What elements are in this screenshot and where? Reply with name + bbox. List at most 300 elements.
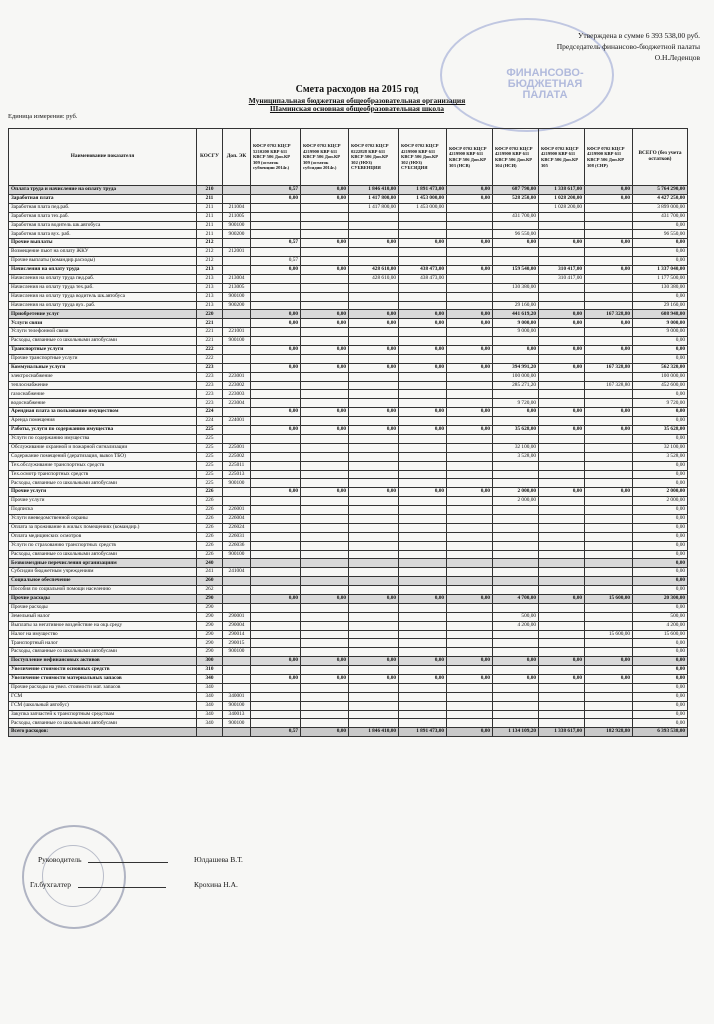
- cell-c4: [399, 577, 447, 586]
- cell-c1: [251, 479, 301, 488]
- table-row: [9, 497, 688, 506]
- cell-c2: [301, 230, 349, 239]
- cell-total: 0,00: [633, 514, 688, 523]
- cell-ek: 900100: [223, 550, 251, 559]
- cell-c5: 0,00: [447, 346, 493, 355]
- accountant-name: Крохина Н.А.: [194, 880, 238, 889]
- cell-name: Налог на имущество: [9, 630, 197, 639]
- table-row: [9, 479, 688, 488]
- cell-c2: 0,00: [301, 239, 349, 248]
- cell-c2: [301, 434, 349, 443]
- cell-c3: [349, 417, 399, 426]
- cell-c1: [251, 230, 301, 239]
- cell-total: 0,00: [633, 461, 688, 470]
- cell-c5: 0,00: [447, 594, 493, 603]
- cell-c5: [447, 221, 493, 230]
- head-sign-line: [88, 862, 168, 863]
- cell-c1: [251, 470, 301, 479]
- cell-ek: 290001: [223, 612, 251, 621]
- cell-c3: [349, 354, 399, 363]
- cell-total: 0,00: [633, 568, 688, 577]
- cell-c6: 29 160,00: [493, 301, 539, 310]
- cell-c3: 0,00: [349, 310, 399, 319]
- cell-name: Увеличение стоимости основных средств: [9, 666, 197, 675]
- cell-c5: [447, 550, 493, 559]
- table-row: [9, 577, 688, 586]
- cell-c8: [585, 292, 633, 301]
- cell-c6: [493, 390, 539, 399]
- cell-total: 500,00: [633, 612, 688, 621]
- cell-c2: [301, 292, 349, 301]
- cell-ek: 225002: [223, 452, 251, 461]
- cell-c1: [251, 577, 301, 586]
- cell-c5: [447, 301, 493, 310]
- cell-total: 4 200,00: [633, 621, 688, 630]
- cell-c3: [349, 506, 399, 515]
- cell-c8: [585, 337, 633, 346]
- cell-c8: 0,00: [585, 346, 633, 355]
- cell-c5: [447, 648, 493, 657]
- cell-c8: 0,00: [585, 657, 633, 666]
- cell-c5: [447, 461, 493, 470]
- cell-c8: [585, 577, 633, 586]
- cell-ek: [223, 603, 251, 612]
- cell-c8: 0,00: [585, 319, 633, 328]
- cell-total: 2 000,00: [633, 488, 688, 497]
- org-type: Муниципальная бюджетная общеобразовательная организация: [248, 96, 466, 105]
- cell-c5: [447, 417, 493, 426]
- cell-ek: [223, 257, 251, 266]
- cell-ek: [223, 434, 251, 443]
- cell-c8: 167 328,80: [585, 363, 633, 372]
- cell-c3: [349, 301, 399, 310]
- cell-c3: [349, 230, 399, 239]
- table-row: [9, 666, 688, 675]
- cell-c6: [493, 586, 539, 595]
- cell-c4: [399, 381, 447, 390]
- cell-c7: 1 338 617,00: [539, 728, 585, 737]
- cell-total: 0,00: [633, 337, 688, 346]
- cell-kosgu: 310: [197, 666, 223, 675]
- cell-c1: [251, 701, 301, 710]
- cell-ek: [223, 310, 251, 319]
- cell-c7: [539, 292, 585, 301]
- cell-name: Всего расходов:: [9, 728, 197, 737]
- cell-c3: [349, 577, 399, 586]
- cell-c2: [301, 666, 349, 675]
- cell-c4: 0,00: [399, 310, 447, 319]
- cell-c1: 0,00: [251, 594, 301, 603]
- cell-c4: [399, 390, 447, 399]
- approval-position: Председатель финансово-бюджетной палаты: [556, 42, 700, 51]
- cell-kosgu: 212: [197, 239, 223, 248]
- cell-name: Обслуживание охранной и пожарной сигнализации: [9, 443, 197, 452]
- cell-c4: [399, 497, 447, 506]
- cell-c4: [399, 701, 447, 710]
- cell-c2: 0,00: [301, 310, 349, 319]
- cell-c7: 0,00: [539, 310, 585, 319]
- cell-kosgu: 226: [197, 541, 223, 550]
- cell-c1: [251, 514, 301, 523]
- cell-c5: 0,00: [447, 310, 493, 319]
- org-name: Шаминская основная общеобразовательная школа: [269, 104, 445, 113]
- cell-c4: [399, 283, 447, 292]
- cell-kosgu: 225: [197, 479, 223, 488]
- table-row: [9, 710, 688, 719]
- cell-ek: [223, 266, 251, 275]
- table-row: [9, 532, 688, 541]
- cell-c6: [493, 550, 539, 559]
- cell-c4: [399, 523, 447, 532]
- cell-c3: [349, 461, 399, 470]
- cell-c7: 0,00: [539, 408, 585, 417]
- table-row: [9, 381, 688, 390]
- budget-table: [8, 128, 688, 737]
- cell-c3: [349, 390, 399, 399]
- cell-c2: 0,00: [301, 674, 349, 683]
- cell-ek: [223, 426, 251, 435]
- cell-c8: 0,00: [585, 408, 633, 417]
- cell-name: Прочие расходы на увел. стоимости мат. запасов: [9, 683, 197, 692]
- table-row: [9, 568, 688, 577]
- cell-kosgu: 225: [197, 443, 223, 452]
- cell-c8: 0,00: [585, 266, 633, 275]
- cell-total: 608 948,00: [633, 310, 688, 319]
- cell-name: Прочие выплаты (командир.расходы): [9, 257, 197, 266]
- cell-c4: [399, 417, 447, 426]
- cell-c7: [539, 612, 585, 621]
- cell-kosgu: 210: [197, 186, 223, 195]
- cell-c4: 0,00: [399, 346, 447, 355]
- cell-kosgu: 240: [197, 559, 223, 568]
- cell-c1: [251, 283, 301, 292]
- accountant-sign-line: [78, 887, 166, 888]
- cell-ek: 221001: [223, 328, 251, 337]
- header-c8: КФСР 0702 КЦСР 4219900 КВР 611 КВСР 506 Доп.КР 308 (СНР): [585, 129, 633, 186]
- cell-c7: 0,00: [539, 674, 585, 683]
- table-row: [9, 692, 688, 701]
- cell-ek: [223, 408, 251, 417]
- cell-ek: 211005: [223, 212, 251, 221]
- cell-c6: 687 790,00: [493, 186, 539, 195]
- cell-kosgu: 213: [197, 266, 223, 275]
- table-row: [9, 310, 688, 319]
- cell-name: Безвозмездные перечисления организациям: [9, 559, 197, 568]
- table-row: [9, 212, 688, 221]
- cell-c5: [447, 381, 493, 390]
- cell-total: 0,00: [633, 603, 688, 612]
- cell-c4: [399, 630, 447, 639]
- cell-name: Расходы, связанные со школьными автобусами: [9, 648, 197, 657]
- cell-c7: [539, 648, 585, 657]
- cell-name: Арендная плата за пользование имуществом: [9, 408, 197, 417]
- cell-c6: 159 540,00: [493, 266, 539, 275]
- header-c6: КФСР 0702 КЦСР 4219900 КВР 611 КВСР 506 Доп.КР 304 (НСИ): [493, 129, 539, 186]
- cell-c7: [539, 337, 585, 346]
- cell-c3: 428 610,00: [349, 266, 399, 275]
- cell-c3: 0,00: [349, 426, 399, 435]
- cell-c4: [399, 479, 447, 488]
- cell-ek: 213005: [223, 283, 251, 292]
- cell-c5: [447, 541, 493, 550]
- cell-total: 29 160,00: [633, 301, 688, 310]
- cell-name: Субсидии бюджетным учреждениям: [9, 568, 197, 577]
- cell-c5: [447, 719, 493, 728]
- cell-c1: 0,00: [251, 194, 301, 203]
- cell-c6: [493, 630, 539, 639]
- cell-ek: 900100: [223, 221, 251, 230]
- table-row: [9, 728, 688, 737]
- cell-c1: [251, 212, 301, 221]
- cell-total: 0,00: [633, 550, 688, 559]
- cell-c5: 0,00: [447, 194, 493, 203]
- table-row: [9, 203, 688, 212]
- cell-kosgu: 221: [197, 328, 223, 337]
- cell-ek: [223, 354, 251, 363]
- cell-c5: [447, 577, 493, 586]
- cell-c6: 0,00: [493, 674, 539, 683]
- table-body: [9, 186, 688, 737]
- cell-c3: [349, 550, 399, 559]
- cell-c7: [539, 328, 585, 337]
- cell-name: Расходы, связанные со школьными автобусами: [9, 337, 197, 346]
- cell-total: 0,00: [633, 559, 688, 568]
- cell-c1: 0,00: [251, 408, 301, 417]
- cell-c8: [585, 390, 633, 399]
- cell-c3: [349, 612, 399, 621]
- cell-kosgu: 212: [197, 257, 223, 266]
- cell-c8: [585, 274, 633, 283]
- cell-c8: [585, 248, 633, 257]
- cell-c1: [251, 683, 301, 692]
- cell-kosgu: 212: [197, 248, 223, 257]
- cell-c7: 0,00: [539, 657, 585, 666]
- cell-c2: [301, 443, 349, 452]
- cell-ek: [223, 683, 251, 692]
- cell-name: Прочие услуги: [9, 488, 197, 497]
- cell-c2: 0,00: [301, 266, 349, 275]
- cell-kosgu: 226: [197, 532, 223, 541]
- cell-c8: [585, 666, 633, 675]
- cell-c4: [399, 506, 447, 515]
- cell-name: Начисления на оплату труда: [9, 266, 197, 275]
- cell-c5: [447, 230, 493, 239]
- cell-c6: 394 991,20: [493, 363, 539, 372]
- cell-total: 0,00: [633, 221, 688, 230]
- cell-c8: [585, 470, 633, 479]
- cell-kosgu: 223: [197, 390, 223, 399]
- cell-total: 0,00: [633, 346, 688, 355]
- cell-c3: [349, 630, 399, 639]
- cell-name: Заработная плата: [9, 194, 197, 203]
- cell-c6: 9 000,00: [493, 319, 539, 328]
- cell-name: Заработная плата вух. раб.: [9, 230, 197, 239]
- cell-name: Тех.обслуживание транспортных средств: [9, 461, 197, 470]
- header-c2: КФСР 0702 КЦСР 4219900 КВР 611 КВСР 506 Доп.КР 309 (остаток субсидии 2014г.): [301, 129, 349, 186]
- cell-c4: [399, 443, 447, 452]
- cell-name: Начисления на оплату труда водитель шк.автобуса: [9, 292, 197, 301]
- cell-total: 3 528,00: [633, 452, 688, 461]
- head-name: Юлдашева В.Т.: [194, 855, 243, 864]
- cell-name: Содержание помещений (дератизация, вывоз ТБО): [9, 452, 197, 461]
- cell-c5: 0,00: [447, 266, 493, 275]
- cell-total: 9 000,00: [633, 319, 688, 328]
- cell-c6: [493, 337, 539, 346]
- cell-c2: [301, 328, 349, 337]
- cell-c2: [301, 248, 349, 257]
- cell-c8: [585, 434, 633, 443]
- cell-kosgu: 211: [197, 194, 223, 203]
- cell-ek: 226024: [223, 523, 251, 532]
- table-row: [9, 328, 688, 337]
- table-row: [9, 337, 688, 346]
- cell-c1: [251, 399, 301, 408]
- cell-ek: 225001: [223, 443, 251, 452]
- cell-c8: [585, 203, 633, 212]
- cell-c5: 0,00: [447, 728, 493, 737]
- table-row: [9, 186, 688, 195]
- table-row: [9, 239, 688, 248]
- cell-name: Прочие выплаты: [9, 239, 197, 248]
- cell-c7: [539, 666, 585, 675]
- cell-c6: 35 628,00: [493, 426, 539, 435]
- cell-ek: 226031: [223, 532, 251, 541]
- cell-c1: [251, 506, 301, 515]
- cell-total: 5 764 290,00: [633, 186, 688, 195]
- cell-kosgu: 300: [197, 657, 223, 666]
- cell-c3: [349, 452, 399, 461]
- cell-c7: [539, 719, 585, 728]
- cell-ek: [223, 594, 251, 603]
- cell-ek: [223, 239, 251, 248]
- cell-c8: [585, 612, 633, 621]
- cell-kosgu: 211: [197, 203, 223, 212]
- cell-name: Земельный налог: [9, 612, 197, 621]
- cell-c7: [539, 301, 585, 310]
- cell-c3: [349, 337, 399, 346]
- approval-signer: О.Н.Леденцов: [654, 53, 700, 62]
- cell-c5: [447, 639, 493, 648]
- cell-c7: [539, 417, 585, 426]
- cell-kosgu: 226: [197, 488, 223, 497]
- cell-name: Заработная плата водитель шк.автобуса: [9, 221, 197, 230]
- cell-kosgu: 221: [197, 319, 223, 328]
- cell-name: Закупка запчастей к транспортным средствам: [9, 710, 197, 719]
- cell-c6: [493, 559, 539, 568]
- cell-c4: [399, 221, 447, 230]
- cell-c2: 0,00: [301, 728, 349, 737]
- cell-c4: [399, 354, 447, 363]
- cell-total: 0,00: [633, 292, 688, 301]
- cell-c6: 0,00: [493, 239, 539, 248]
- cell-c2: [301, 541, 349, 550]
- cell-c6: [493, 639, 539, 648]
- cell-kosgu: 225: [197, 461, 223, 470]
- cell-c8: 15 600,00: [585, 594, 633, 603]
- cell-total: 100 000,00: [633, 372, 688, 381]
- cell-c6: [493, 470, 539, 479]
- cell-ek: [223, 497, 251, 506]
- cell-name: Заработная плата тех.раб.: [9, 212, 197, 221]
- cell-kosgu: 211: [197, 221, 223, 230]
- cell-c1: 0,00: [251, 266, 301, 275]
- cell-c6: 1 134 109,20: [493, 728, 539, 737]
- cell-name: Заработная плата пед.раб.: [9, 203, 197, 212]
- cell-c5: 0,00: [447, 408, 493, 417]
- cell-c7: [539, 577, 585, 586]
- cell-c7: [539, 692, 585, 701]
- cell-c2: [301, 683, 349, 692]
- document-title: Смета расходов на 2015 год: [295, 84, 419, 95]
- cell-name: Услуги вневедомственной охраны: [9, 514, 197, 523]
- cell-total: 15 600,00: [633, 630, 688, 639]
- cell-c3: [349, 497, 399, 506]
- cell-c4: 0,00: [399, 657, 447, 666]
- cell-c5: 0,00: [447, 426, 493, 435]
- cell-c2: [301, 612, 349, 621]
- cell-c1: [251, 301, 301, 310]
- cell-c7: [539, 568, 585, 577]
- cell-c8: [585, 399, 633, 408]
- cell-name: теплоснабжение: [9, 381, 197, 390]
- cell-kosgu: 241: [197, 568, 223, 577]
- cell-c1: [251, 710, 301, 719]
- cell-c4: [399, 559, 447, 568]
- cell-c1: [251, 630, 301, 639]
- cell-total: 32 100,00: [633, 443, 688, 452]
- cell-c3: [349, 586, 399, 595]
- cell-c8: 0,00: [585, 186, 633, 195]
- cell-kosgu: 225: [197, 434, 223, 443]
- cell-total: 2 000,00: [633, 497, 688, 506]
- cell-c5: [447, 603, 493, 612]
- cell-c8: [585, 328, 633, 337]
- header-c3: КФСР 0702 КЦСР 0222828 КВР 611 КВСР 506 Доп.КР 302 (НФЗ) СУБВЕНЦИЯ: [349, 129, 399, 186]
- cell-total: 431 700,00: [633, 212, 688, 221]
- cell-name: Расходы, связанные со школьными автобусами: [9, 479, 197, 488]
- cell-c1: [251, 452, 301, 461]
- cell-c2: [301, 568, 349, 577]
- cell-c7: 0,00: [539, 346, 585, 355]
- table-row: [9, 470, 688, 479]
- cell-ek: 900100: [223, 292, 251, 301]
- cell-c5: [447, 203, 493, 212]
- cell-c2: [301, 701, 349, 710]
- cell-kosgu: 290: [197, 603, 223, 612]
- cell-c5: 0,00: [447, 186, 493, 195]
- cell-c4: [399, 212, 447, 221]
- cell-c5: [447, 399, 493, 408]
- cell-c3: [349, 248, 399, 257]
- cell-c4: 438 473,00: [399, 266, 447, 275]
- cell-c4: 1 891 473,00: [399, 728, 447, 737]
- cell-name: Услуги по содержанию имущества: [9, 434, 197, 443]
- cell-c2: [301, 274, 349, 283]
- cell-c4: [399, 452, 447, 461]
- cell-total: 0,00: [633, 719, 688, 728]
- cell-ek: 290004: [223, 621, 251, 630]
- cell-name: Возмещение пьют на оплату ЖКУ: [9, 248, 197, 257]
- cell-c1: [251, 719, 301, 728]
- cell-c4: 0,00: [399, 408, 447, 417]
- cell-c6: 500,00: [493, 612, 539, 621]
- cell-c2: [301, 417, 349, 426]
- cell-c8: [585, 417, 633, 426]
- cell-c2: [301, 506, 349, 515]
- cell-c2: [301, 390, 349, 399]
- cell-c6: 2 000,00: [493, 488, 539, 497]
- cell-c8: [585, 523, 633, 532]
